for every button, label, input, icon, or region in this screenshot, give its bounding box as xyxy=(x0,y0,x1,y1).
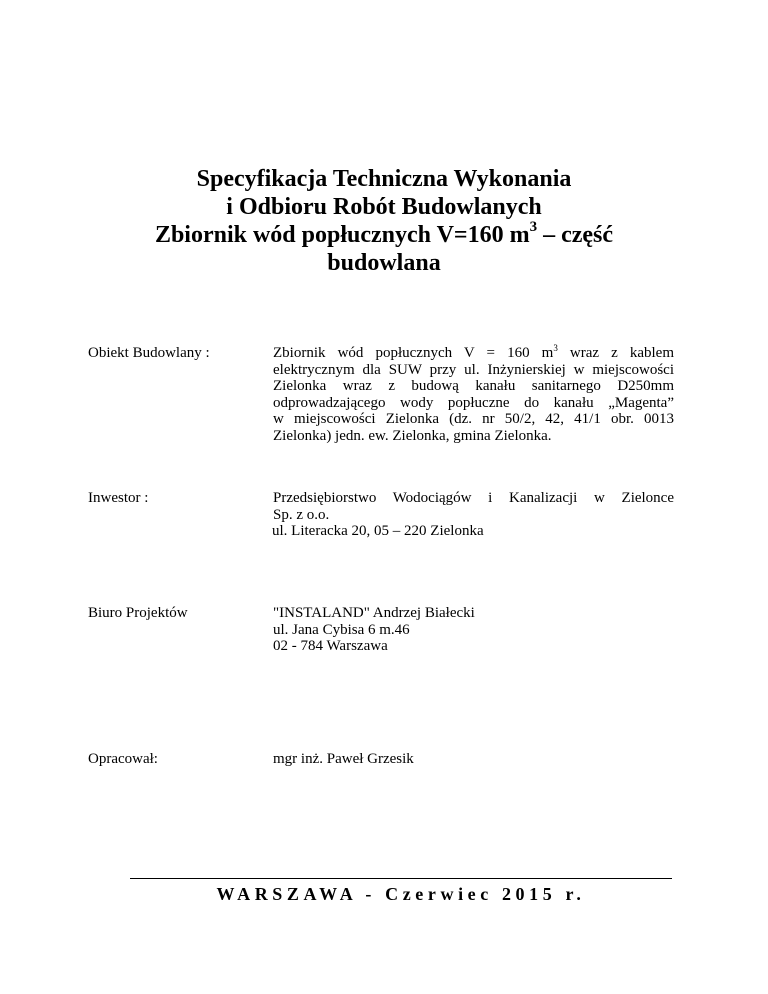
obiekt-line-3: Zielonka wraz z budową kanału sanitarnego D250mm xyxy=(273,378,674,394)
obiekt-line-2: elektrycznym dla SUW przy ul. Inżynierskiej w miejscowości xyxy=(273,361,674,378)
title-line-2: i Odbioru Robót Budowlanych xyxy=(226,194,542,220)
biuro-line-1: "INSTALAND" Andrzej Białecki xyxy=(273,605,475,621)
opracowal-name: mgr inż. Paweł Grzesik xyxy=(273,751,414,767)
title-line-4: budowlana xyxy=(327,250,441,276)
obiekt-line-4: odprowadzającego wody popłuczne do kanału „Magenta” xyxy=(273,394,674,411)
document-title xyxy=(84,165,684,277)
inwestor-line-3: ul. Literacka 20, 05 – 220 Zielonka xyxy=(272,523,484,539)
title-line-1: Specyfikacja Techniczna Wykonania xyxy=(196,166,572,192)
biuro-line-2: ul. Jana Cybisa 6 m.46 xyxy=(273,621,410,638)
obiekt-superscript: 3 xyxy=(553,343,558,353)
opracowal-value xyxy=(273,751,674,768)
inwestor-line-1: Przedsiębiorstwo Wodociągów i Kanalizacji w Zielonce xyxy=(273,490,674,506)
inwestor-line-2: Sp. z o.o. xyxy=(273,506,330,523)
obiekt-line-6: Zielonka) jedn. ew. Zielonka, gmina Zielonka. xyxy=(273,427,552,444)
inwestor-label: Inwestor : xyxy=(88,490,149,506)
title-superscript: 3 xyxy=(529,219,538,235)
opracowal-label: Opracował: xyxy=(88,751,158,767)
footer-place-date: WARSZAWA - Czerwiec 2015 r. xyxy=(216,884,586,904)
footer-rule xyxy=(130,878,672,879)
title-line-3 xyxy=(84,221,684,249)
obiekt-value xyxy=(273,345,674,444)
inwestor-value xyxy=(273,490,674,540)
biuro-value xyxy=(273,605,674,655)
obiekt-line-5: w miejscowości Zielonka (dz. nr 50/2, 42, 41/1 obr. 0013 xyxy=(273,411,674,427)
title-line-3-tail: – część xyxy=(537,222,614,248)
title-line-3-main: Zbiornik wód popłucznych V=160 m xyxy=(154,222,530,248)
obiekt-line-1-b: wraz z kablem xyxy=(557,345,674,361)
biuro-line-3: 02 - 784 Warszawa xyxy=(273,638,388,654)
biuro-label: Biuro Projektów xyxy=(88,605,188,621)
obiekt-line-1 xyxy=(273,345,674,362)
obiekt-line-1-a: Zbiornik wód popłucznych V = 160 m xyxy=(273,345,554,361)
obiekt-label: Obiekt Budowlany : xyxy=(88,345,210,361)
